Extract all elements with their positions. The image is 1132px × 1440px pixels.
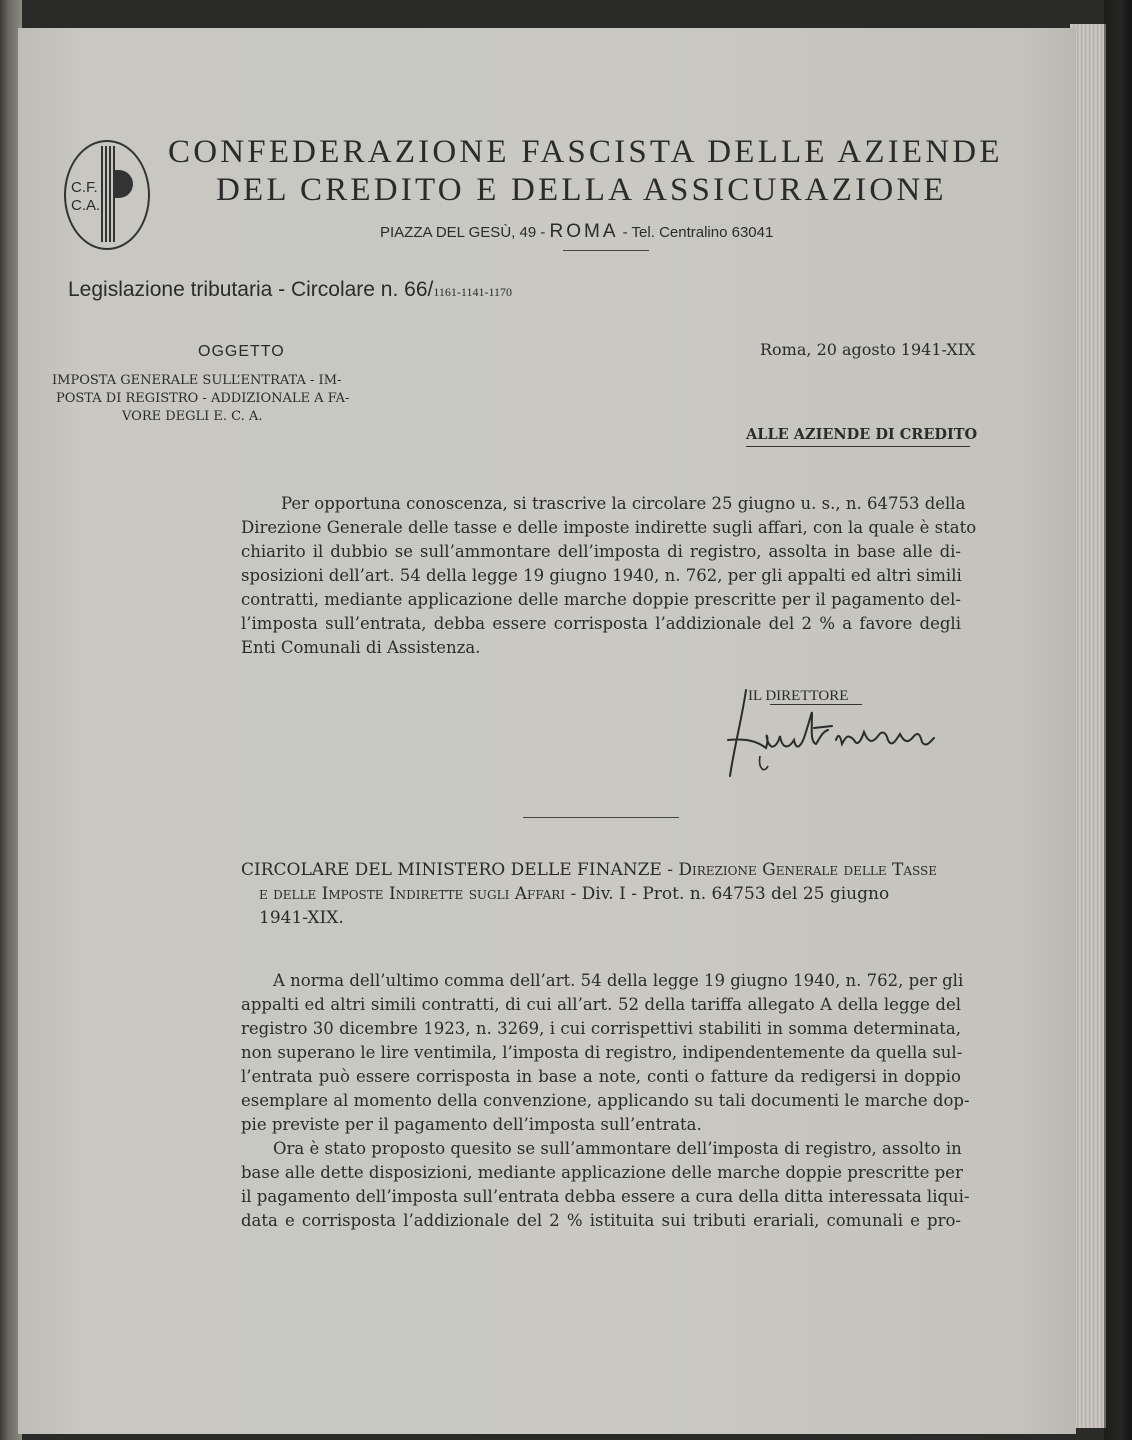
document-page [18, 28, 1076, 1434]
section-separator [523, 817, 679, 818]
logo-emblem [64, 140, 150, 250]
body-line: esemplare al momento della convenzione, applicando su tali documenti le marche dop- [241, 1091, 970, 1110]
body-line: A norma dell’ultimo comma dell’art. 54 della legge 19 giugno 1940, n. 762, per gli [273, 971, 964, 990]
circular-heading-directorate: Direzione Generale delle Tasse [678, 860, 938, 880]
axe-icon [113, 170, 133, 198]
signatory-title: IL DIRETTORE [748, 688, 849, 704]
intro-line: sposizioni dell’art. 54 della legge 19 giugno 1940, n. 762, per gli appalti ed altri simili [241, 566, 962, 585]
logo-letters-bottom: C.A. [71, 197, 101, 214]
circular-heading-protocol: - Div. I - Prot. n. 64753 del 25 giugno [565, 884, 890, 904]
subject-line: POSTA DI REGISTRO - ADDIZIONALE A FA- [56, 391, 350, 406]
organization-title-line2: DEL CREDITO E DELLA ASSICURAZIONE [216, 172, 947, 208]
organization-title-line1: CONFEDERAZIONE FASCISTA DELLE AZIENDE [168, 134, 1003, 170]
handwritten-signature [708, 678, 958, 788]
address-street: PIAZZA DEL GESÙ, 49 - [380, 224, 550, 241]
circular-reference [68, 278, 512, 302]
circular-heading-line3: 1941-XIX. [259, 908, 344, 928]
body-line: appalti ed altri simili contratti, di cui all’art. 52 della tariffa allegato A della legge del [241, 995, 961, 1014]
subject-line: IMPOSTA GENERALE SULL’ENTRATA - IM- [52, 373, 342, 388]
addressee-underline [746, 446, 970, 447]
body-line: il pagamento dell’imposta sull’entrata debba essere a cura della ditta interessata liqui- [241, 1187, 970, 1206]
circular-heading-line2 [259, 884, 889, 904]
address-phone: - Tel. Centralino 63041 [618, 224, 774, 241]
body-line: l’entrata può essere corrisposta in base a note, conti o fatture da redigersi in doppio [241, 1067, 961, 1086]
intro-line: Per opportuna conoscenza, si trascrive la circolare 25 giugno u. s., n. 64753 della [281, 494, 966, 513]
intro-line: Enti Comunali di Assistenza. [241, 638, 481, 657]
intro-line: chiarito il dubbio se sull’ammontare dell’imposta di registro, assolta in base alle di- [241, 542, 961, 561]
logo-letters-top: C.F. [71, 179, 98, 196]
circular-heading-line1 [241, 860, 937, 880]
addressee: ALLE AZIENDE DI CREDITO [746, 426, 978, 443]
book-binding [1104, 0, 1132, 1440]
body-line: pie previste per il pagamento dell’imposta sull’entrata. [241, 1115, 702, 1134]
body-line: Ora è stato proposto quesito se sull’ammontare dell’imposta di registro, assolto in [273, 1139, 962, 1158]
address-underline [563, 250, 649, 251]
intro-line: Direzione Generale delle tasse e delle imposte indirette sugli affari, con la quale è stato [241, 518, 977, 537]
circular-heading-ministry: CIRCOLARE DEL MINISTERO DELLE FINANZE - [241, 860, 679, 880]
address-city: ROMA [549, 221, 619, 242]
body-line: base alle dette disposizioni, mediante applicazione delle marche doppie prescritte per [241, 1163, 963, 1182]
circular-heading-directorate-cont: e delle Imposte Indirette sugli Affari [259, 884, 566, 904]
circular-reference-label: Legislazione tributaria - Circolare n. 66/ [68, 278, 434, 301]
intro-line: l’imposta sull’entrata, debba essere corrisposta l’addizionale del 2 % a favore degli [241, 614, 961, 633]
body-line: non superano le lire ventimila, l’imposta di registro, indipendentemente da quella sul- [241, 1043, 963, 1062]
intro-line: contratti, mediante applicazione delle marche doppie prescritte per il pagamento del- [241, 590, 961, 609]
subject-line: VORE DEGLI E. C. A. [122, 409, 263, 424]
organization-address [380, 221, 773, 243]
circular-reference-numbers: 1161-1141-1170 [433, 285, 513, 299]
letter-date: Roma, 20 agosto 1941-XIX [760, 340, 976, 359]
body-line: registro 30 dicembre 1923, n. 3269, i cui corrispettivi stabiliti in somma determinata, [241, 1019, 961, 1038]
subject-label: OGGETTO [198, 343, 285, 360]
body-line: data e corrisposta l’addizionale del 2 % istituita sui tributi erariali, comunali e pro- [241, 1211, 961, 1230]
